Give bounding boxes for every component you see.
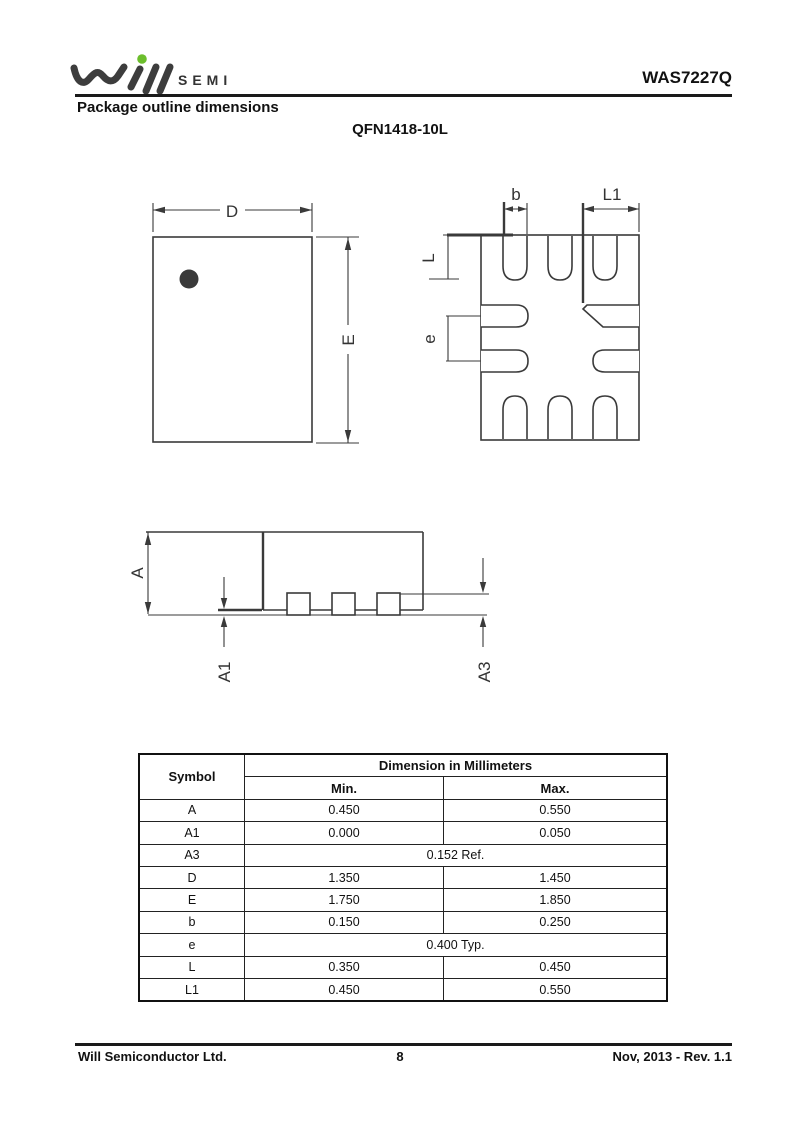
dim-label-b: b bbox=[511, 185, 521, 204]
col-header-symbol: Symbol bbox=[139, 754, 245, 799]
cell-max: 0.450 bbox=[444, 956, 668, 978]
table-row bbox=[139, 978, 667, 1001]
bottom-view bbox=[419, 185, 639, 440]
dim-label-e: e bbox=[420, 334, 439, 344]
cell-symbol: A bbox=[139, 799, 245, 821]
dim-label-A: A bbox=[128, 567, 147, 579]
footer-company: Will Semiconductor Ltd. bbox=[78, 1049, 227, 1064]
footer-page-number: 8 bbox=[396, 1049, 404, 1064]
cell-min: 0.350 bbox=[245, 956, 444, 978]
table-row bbox=[139, 911, 667, 933]
top-view bbox=[153, 198, 360, 443]
cell-min: 1.350 bbox=[245, 866, 444, 888]
cell-symbol: A3 bbox=[139, 844, 245, 866]
pin1-marker-dot bbox=[180, 270, 199, 289]
cell-merged-value: 0.400 Typ. bbox=[245, 934, 668, 956]
cell-max: 1.850 bbox=[444, 889, 668, 911]
table-row bbox=[139, 844, 667, 866]
cell-symbol: b bbox=[139, 911, 245, 933]
cell-max: 0.250 bbox=[444, 911, 668, 933]
footer-rule bbox=[75, 1043, 732, 1046]
table-row bbox=[139, 889, 667, 911]
cell-min: 0.450 bbox=[245, 799, 444, 821]
footer-revision: Nov, 2013 - Rev. 1.1 bbox=[612, 1049, 732, 1064]
cell-symbol: D bbox=[139, 866, 245, 888]
col-header-max: Max. bbox=[444, 777, 668, 799]
dim-label-D: D bbox=[225, 202, 239, 221]
cell-min: 0.000 bbox=[245, 822, 444, 844]
dim-label-L: L bbox=[419, 253, 438, 263]
side-view bbox=[128, 532, 494, 682]
package-name: QFN1418-10L bbox=[352, 121, 448, 138]
table-row bbox=[139, 822, 667, 844]
cell-max: 0.550 bbox=[444, 978, 668, 1001]
dimension-table bbox=[138, 753, 668, 1002]
table-row bbox=[139, 934, 667, 956]
cell-symbol: A1 bbox=[139, 822, 245, 844]
part-number: WAS7227Q bbox=[642, 68, 732, 87]
cell-symbol: e bbox=[139, 934, 245, 956]
cell-min: 0.150 bbox=[245, 911, 444, 933]
table-row bbox=[139, 866, 667, 888]
cell-symbol: E bbox=[139, 889, 245, 911]
cell-max: 0.050 bbox=[444, 822, 668, 844]
logo-semi-text: SEMI bbox=[178, 72, 233, 88]
cell-min: 0.450 bbox=[245, 978, 444, 1001]
dim-label-L1: L1 bbox=[602, 185, 622, 204]
dim-label-E: E bbox=[339, 334, 358, 346]
cell-max: 1.450 bbox=[444, 866, 668, 888]
table-row bbox=[139, 799, 667, 821]
page-title: Package outline dimensions bbox=[77, 99, 279, 116]
dim-label-A1: A1 bbox=[215, 661, 234, 683]
cell-max: 0.550 bbox=[444, 799, 668, 821]
col-header-min: Min. bbox=[245, 777, 444, 799]
dim-label-A3: A3 bbox=[475, 661, 494, 683]
cell-symbol: L bbox=[139, 956, 245, 978]
table-row bbox=[139, 956, 667, 978]
cell-min: 1.750 bbox=[245, 889, 444, 911]
cell-merged-value: 0.152 Ref. bbox=[245, 844, 668, 866]
cell-symbol: L1 bbox=[139, 978, 245, 1001]
col-header-group: Dimension in Millimeters bbox=[245, 754, 668, 777]
